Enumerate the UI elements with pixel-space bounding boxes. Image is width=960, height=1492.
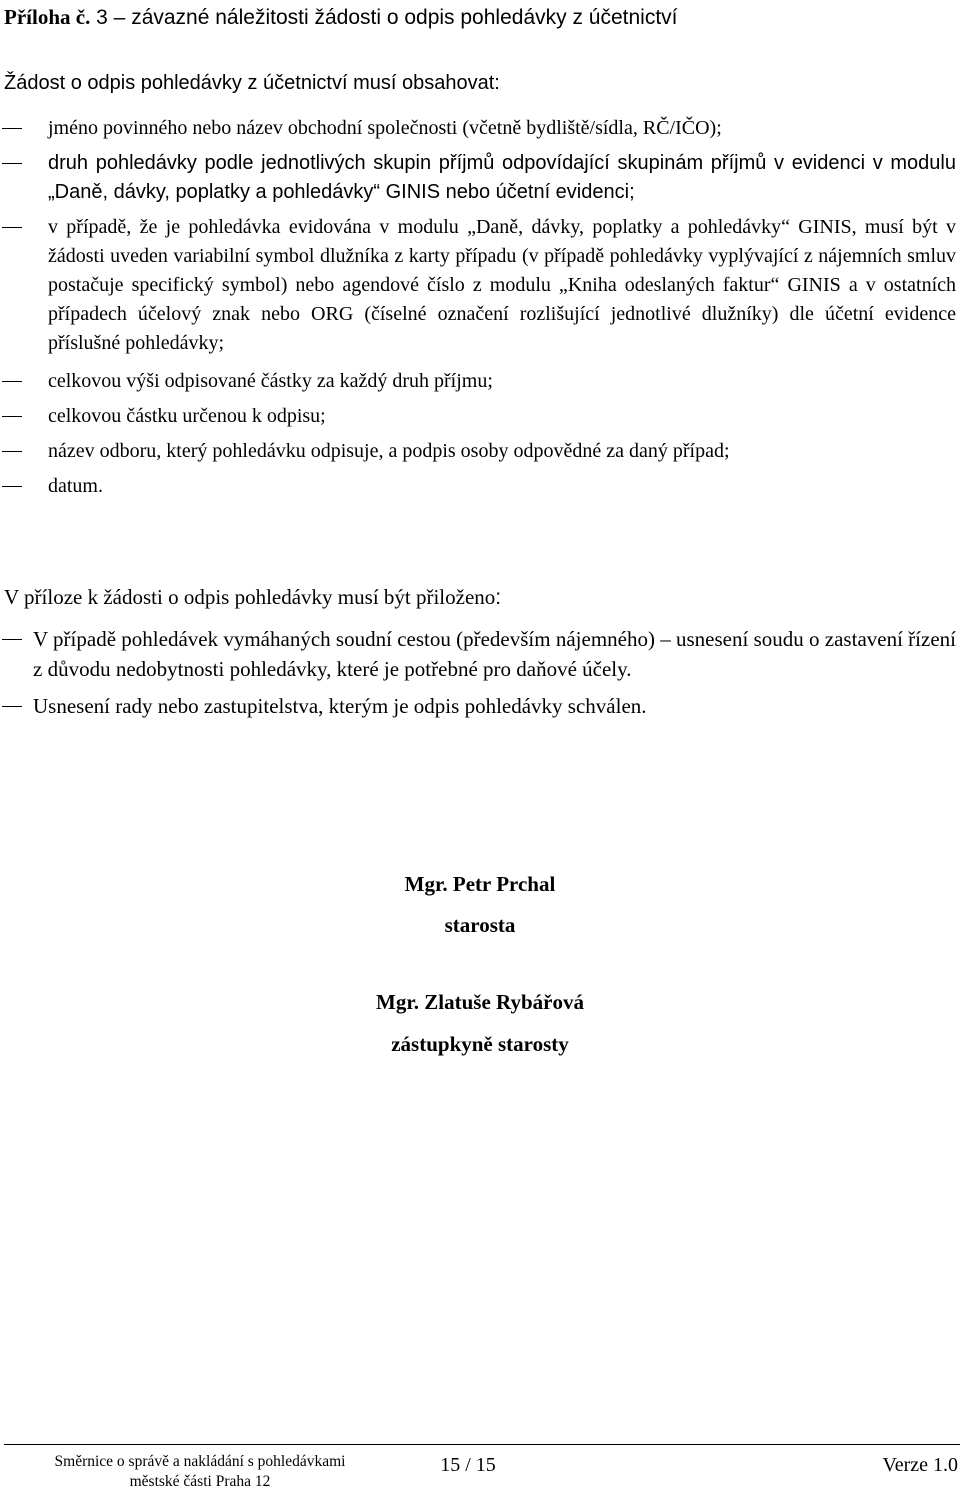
attachments-list xyxy=(0,624,956,728)
list-item xyxy=(0,367,956,396)
list-item xyxy=(0,149,956,207)
list-item-text: datum. xyxy=(48,475,103,497)
list-item-text: název odboru, který pohledávku odpisuje, a podpis osoby odpovědné za daný případ; xyxy=(48,440,730,462)
list-item-text: druh pohledávky podle jednotlivých skupin příjmů odpovídající skupinám příjmů v evidenci v modulu „Daně, dávky, poplatky a pohledávky“ GINIS nebo účetní evidenci; xyxy=(48,152,956,203)
list-item-text: V případě pohledávek vymáhaných soudní cestou (především nájemného) – usnesení soudu o zastavení řízení z důvodu nedobytnosti pohledávky, které je potřebné pro daňové účely. xyxy=(33,627,956,681)
signatory-role-mayor: starosta xyxy=(444,913,516,937)
requirements-list xyxy=(0,114,956,507)
list-item xyxy=(0,437,956,466)
attachments-heading-text: V příloze k žádosti o odpis pohledávky musí být přiloženo xyxy=(4,585,496,609)
heading-title: 3 – závazné náležitosti žádosti o odpis pohledávky z účetnictví xyxy=(90,6,678,29)
footer-document-title xyxy=(4,1452,396,1492)
intro-text: Žádost o odpis pohledávky z účetnictví musí obsahovat: xyxy=(4,72,500,94)
list-item xyxy=(0,624,956,684)
signatory-role-deputy: zástupkyně starosty xyxy=(391,1032,569,1056)
signatory-name-deputy: Mgr. Zlatuše Rybářová xyxy=(376,990,584,1014)
footer-doc-line: Směrnice o správě a nakládání s pohledávkami xyxy=(54,1453,346,1470)
footer-doc-line: městské části Praha 12 xyxy=(129,1473,271,1490)
footer-divider xyxy=(4,1444,960,1445)
signatory-name-mayor: Mgr. Petr Prchal xyxy=(404,872,556,896)
list-item-text: celkovou výši odpisované částky za každý druh příjmu; xyxy=(48,370,493,392)
attachments-heading-colon: : xyxy=(495,586,502,609)
list-item xyxy=(0,402,956,431)
list-item-text: jméno povinného nebo název obchodní společnosti (včetně bydliště/sídla, RČ/IČO); xyxy=(48,117,722,139)
list-item-text: celkovou částku určenou k odpisu; xyxy=(48,405,326,427)
list-item-text: v případě, že je pohledávka evidována v modulu „Daně, dávky, poplatky a pohledávky“ GINIS, musí být v žádosti uveden variabilní symbol dlužníka z karty případu (v případě pohledávky vyplývající z nájemních smluv postačuje specifický symbol) nebo agendové číslo z modulu „Kniha odeslaných faktur“ GINIS a v ostatních případech účelový znak nebo ORG (číselné označení rozlišující jednotlivé dlužníky) dle účetní evidence příslušné pohledávky; xyxy=(48,216,956,354)
list-item-text: Usnesení rady nebo zastupitelstva, kterým je odpis pohledávky schválen. xyxy=(33,694,647,718)
attachments-heading xyxy=(4,583,501,612)
page-heading xyxy=(4,4,678,31)
list-item xyxy=(0,691,956,721)
heading-prefix: Příloha č. xyxy=(4,5,91,29)
list-item xyxy=(0,114,956,143)
list-item xyxy=(0,213,956,358)
version-label: Verze 1.0 xyxy=(882,1454,958,1476)
page-number: 15 / 15 xyxy=(440,1454,496,1476)
list-item xyxy=(0,472,956,501)
